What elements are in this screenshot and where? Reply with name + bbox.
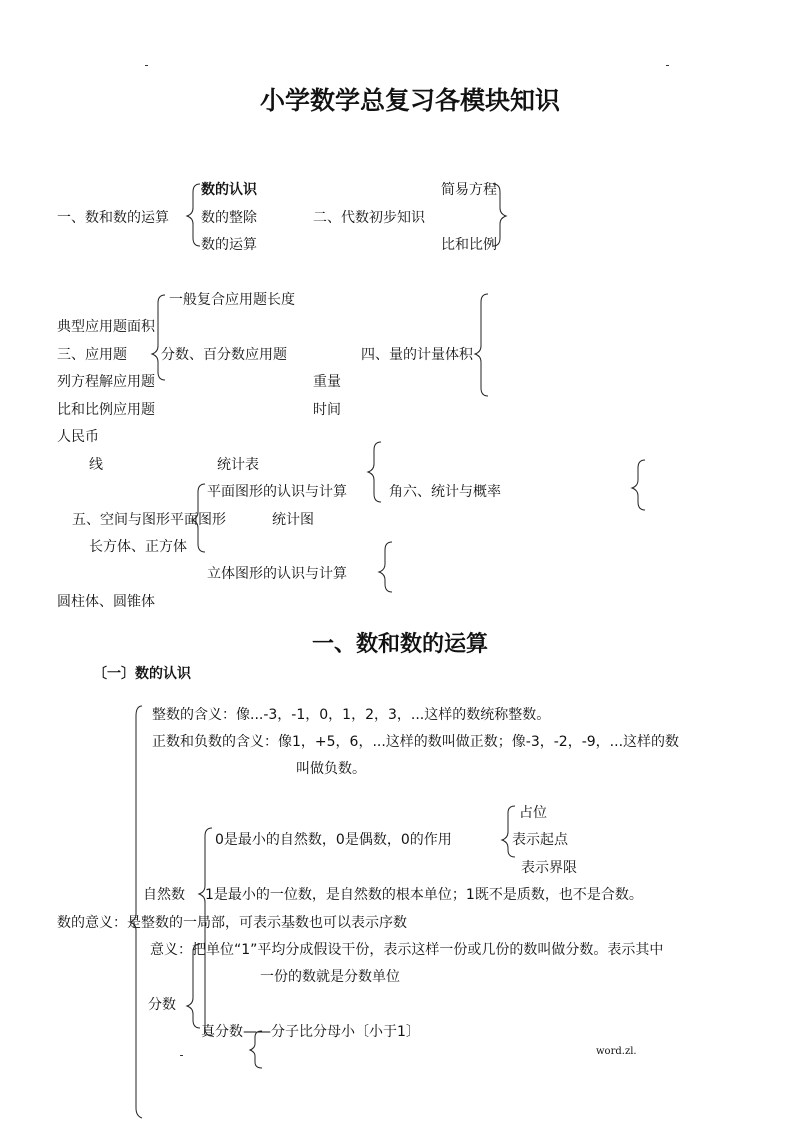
outline-item1-sub-2: 数的整除 — [201, 210, 257, 226]
fraction-label: 分数 — [148, 997, 176, 1013]
natural-label: 自然数 — [143, 887, 185, 903]
outline-item4-sub-3: 人民币 — [57, 429, 99, 445]
one-statement: 1是最小的一位数，是自然数的根本单位；1既不是质数，也不是合数。 — [205, 887, 643, 903]
number-meaning: 数的意义：是整数的一局部，可表示基数也可以表示序数 — [57, 915, 407, 931]
subsection-heading: 〔一〕数的认识 — [93, 666, 191, 682]
outline-item2-sub-2: 比和比例 — [441, 237, 497, 253]
proper-fraction: 真分数——分子比分母小〔小于1〕 — [201, 1024, 420, 1040]
pos-neg-line1: 正数和负数的含义：像1，+5，6，...这样的数叫做正数；像-3，-2，-9，...这样的数 — [152, 734, 680, 750]
footer-mark — [180, 1055, 183, 1056]
outline-item4-sub-2: 时间 — [313, 402, 341, 418]
zero-statement: 0是最小的自然数，0是偶数，0的作用 — [215, 832, 452, 848]
outline-item6-mix: 角六、统计与概率 — [389, 484, 501, 500]
footer-text: word.zl. — [596, 1046, 637, 1057]
corner-mark-right — [666, 65, 669, 66]
fraction-meaning-line1: 意义：把单位“1”平均分成假设干份，表示这样一份或几份的数叫做分数。表示其中 — [150, 942, 664, 958]
outline-item1-sub-1: 数的认识 — [201, 182, 257, 198]
corner-mark-left — [145, 65, 148, 66]
outline-item3-sub-1: 一般复合应用题长度 — [169, 292, 295, 308]
outline-item5-solid-1: 长方体、正方体 — [89, 539, 187, 555]
fraction-meaning-line2: 一份的数就是分数单位 — [260, 969, 400, 985]
outline-item3-left-1: 典型应用题面积 — [57, 319, 155, 335]
zero-role-1: 占位 — [519, 805, 547, 821]
zero-role-3: 表示界限 — [521, 860, 577, 876]
outline-item3-left-2: 列方程解应用题 — [57, 374, 155, 390]
pos-neg-line2: 叫做负数。 — [296, 761, 366, 777]
outline-item5-solid-2: 圆柱体、圆锥体 — [57, 594, 155, 610]
outline-item5-sub-1: 平面图形的认识与计算 — [207, 484, 347, 500]
zero-role-2: 表示起点 — [512, 832, 568, 848]
outline-item2-sub-1: 简易方程 — [441, 182, 497, 198]
section-heading: 一、数和数的运算 — [312, 632, 489, 657]
outline-item5-sub-2: 立体图形的认识与计算 — [207, 566, 347, 582]
outline-item2: 二、代数初步知识 — [313, 210, 425, 226]
page-title: 小学数学总复习各模块知识 — [260, 86, 561, 115]
outline-item3-left-3: 比和比例应用题 — [57, 402, 155, 418]
outline-item3: 三、应用题 — [57, 347, 127, 363]
outline-item6-sub-2: 统计图 — [272, 512, 314, 528]
outline-item4-sub-1: 重量 — [313, 374, 341, 390]
outline-item1-sub-3: 数的运算 — [201, 237, 257, 253]
outline-item5-line: 线 — [89, 457, 103, 473]
outline-item4: 四、量的计量体积 — [361, 347, 473, 363]
integer-meaning: 整数的含义：像...-3，-1，0，1，2，3，...这样的数统称整数。 — [152, 707, 551, 723]
outline-item6-sub-1: 统计表 — [217, 457, 259, 473]
outline-item3-sub-2: 分数、百分数应用题 — [161, 347, 287, 363]
outline-item1: 一、数和数的运算 — [57, 210, 169, 226]
outline-item5: 五、空间与图形平面图形 — [72, 512, 226, 528]
